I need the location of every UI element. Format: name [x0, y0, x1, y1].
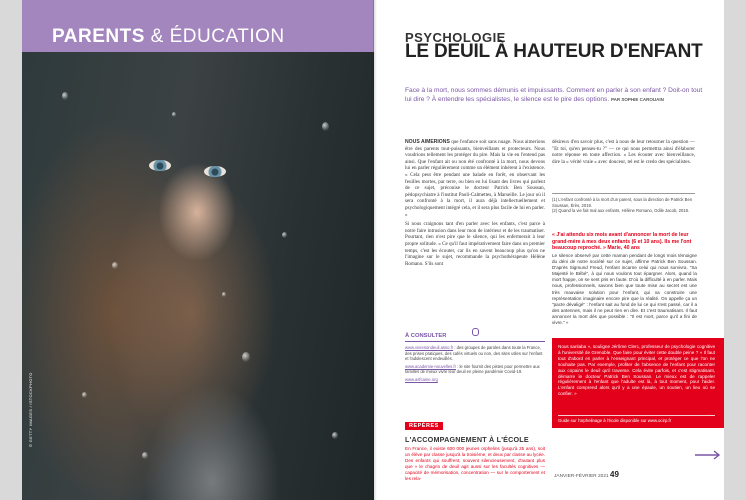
- reperes-badge: REPÈRES: [405, 422, 443, 430]
- quote-body: Le silence observé par cette maman pendant de longs mois témoigne du déni de notre société sur ce sujet, affirme Patrick Ben Soussan. D'après Sigmund Freud, l'enfant incarne celui qui nous survivra. "Sa Majesté le Bébé", à qui nous voulons tout épargner. Alors, quand la mort frappe, on se sent pris en faute. D'où la difficulté à en parler. Mais nous, professionnels, savons bien que toute mise au secret est une très mauvaise solution pour l'enfant, qui va construire une représentation imaginaire encore pire que la réalité. On appelle ça un "pacte dévaligé" : l'enfant sait au fond de lui ce qui s'est passé, car il a des antennes, mais il ne peut rien en dire. Et c'est traumatisant. Il faut annoncer la mort dès que possible : "Il est mort, parce qu'il a fini de vivre." »: [552, 253, 697, 326]
- cover-photo-girl-behind-rainy-window: [22, 52, 374, 500]
- raindrop: [332, 432, 338, 439]
- folio: [554, 470, 619, 479]
- raindrop: [62, 92, 68, 100]
- photo-credit: © GETTY IMAGES / ISTOCKPHOTO: [28, 372, 33, 447]
- red-box-text: Nous sanlaba », souligne Jérôme Clerc, professeur de psychologie cognitive à l'université de Grenoble. Que faire pour éviter cette double peine ? « Il faut tout d'abord en parler à l'enseignant principal, et protéger ce que l'on ne souhaite pas. Par exemple, profiter de l'absence de l'enfant pour raconter aux copains le deuil qu'il traverse. Cela évite parfois, et c'est stigmatisant, démarre le docteur Patrick Ben Soussan. Le mieux est de rappeler régulièrement à l'enfant que l'adulte est là, à tout moment, pour l'aider. L'enfant comprend alors qu'il y a une épaule, un soutien, un lieu où se confier. »: [558, 344, 715, 397]
- consult-item-text: : le site fournit des pistes pour permettre aux familles de mieux vivre leur deuil en pleine pandémie Covid-19.: [405, 363, 540, 375]
- paragraph-text: que l'enfance soit sans nuage. Nous aimerions être des parents tout-puissants, bienveillants et protecteurs. Nous voudrions tellement les protéger du pire. Mais la vie en l'entend pas ainsi. Que l'enfant ait ou non été confronté à la mort, nous devons lui en parler régulièrement comme un élément inhérent à l'existence. « Cela peut être pendant une balade en forêt, en observant les feuilles mortes, par terre, ou bien en lui lisant des livres qui parlent de ce sujet, préconise le docteur Patrick Ben Soussan, pédopsychiatre à l'institut Paoli-Calmettes, à Marseille. Le jour où il sera confronté à la mort, il aura déjà intellectuellement et psychologiquement intégré cela, et il sera plus facile de lui en parler. »: [405, 139, 546, 218]
- raindrop: [82, 392, 87, 398]
- raindrop: [242, 352, 250, 362]
- red-box-footer: Guide sur l'orphelinage à l'école disponible sur www.ocirp.fr: [558, 415, 715, 423]
- paragraph: [405, 139, 545, 218]
- magazine-spread: [22, 0, 724, 500]
- footnote-1: (1) L'enfant confronté à la mort d'un parent, sous la direction de Patrick Ben Soussan, Érès, 2019.: [552, 197, 693, 208]
- left-eye: [149, 160, 171, 171]
- issue-date: JANVIER-FÉVRIER 2021: [554, 474, 609, 479]
- section-title-word1: PARENTS: [52, 26, 145, 47]
- footnote-2: (2) Quand la vie fait mal aux enfants, Hélène Romano, Odile Jacob, 2018.: [552, 208, 690, 214]
- section-title-amp: &: [144, 26, 170, 47]
- reperes-box: [405, 414, 545, 482]
- consult-item: [405, 377, 545, 383]
- body-column-1: [405, 139, 545, 270]
- page-number: 49: [610, 470, 619, 479]
- lede-text: Face à la mort, nous sommes démunis et impuissants. Comment en parler à son enfant ? Doit-on tout lui dire ? À entendre les spécialistes, le silence est le pire des options.: [405, 87, 703, 103]
- link-asfcaine[interactable]: www.asfcaine.org: [405, 376, 438, 382]
- link-vivresondeuil[interactable]: www.vivresondeuil.asso.fr: [405, 345, 454, 350]
- right-page: [377, 0, 724, 500]
- reperes-title: L'ACCOMPAGNEMENT À L'ÉCOLE: [405, 435, 529, 444]
- reperes-text: En France, il existe 600 000 jeunes orphelins (jusqu'à 25 ans), soit un élève par classe jusqu'à la troisième, et deux par classe au lycée. Des enfants qui souffrent, souvent silencieusement, d'autant plus que « le chagrin de deuil agit aussi sur les facultés cognitives — capacité de mémorisation, concentration — sur le comportement et les rela-: [405, 446, 545, 481]
- raindrop: [172, 112, 176, 117]
- pull-quote: « J'ai attendu six mois avant d'annoncer la mort de leur grand-mère à mes deux enfants (6 et 10 ans). Ils me l'ont beaucoup reproché. » Marie, 40 ans: [552, 232, 692, 252]
- lead-in: NOUS AIMERIONS: [405, 139, 450, 145]
- consult-box: [405, 333, 545, 385]
- article-title: LE DEUIL À HAUTEUR D'ENFANT: [405, 41, 703, 62]
- raindrop: [222, 292, 226, 297]
- raindrop: [322, 122, 329, 131]
- consult-item-text: : des groupes de paroles dans toute la France, des prises pratiques, des cafés virtuels ou non, des sites utiles sur l'enfant et l'adolescent endeuillés.: [405, 345, 543, 362]
- body-column-2: [552, 139, 695, 168]
- next-page-arrow-icon[interactable]: [695, 450, 721, 460]
- section-title: [52, 26, 285, 48]
- paragraph: désireux d'en savoir plus, c'est à nous de leur retourner la question — "Et toi, qu'en penses-tu ?" — ce qui nous permettra ainsi d'élaborer notre réponse en toute affection. » Les écouter avec bienveillance, dire la « vérité vraie » avec douceur, tel est le credo des spécialistes.: [552, 139, 695, 165]
- link-academie[interactable]: www.academie-nouvelles.fr: [405, 363, 456, 369]
- article-lede: [405, 86, 710, 104]
- consult-heading: [405, 333, 545, 342]
- article-rubric: PSYCHOLOGIE: [405, 30, 506, 45]
- right-eye: [204, 166, 226, 177]
- raindrop: [142, 452, 148, 459]
- byline: PAR SOPHIE CAROUAIN: [611, 97, 664, 102]
- raindrop: [282, 232, 287, 238]
- consult-heading-text: À CONSULTER: [405, 333, 447, 339]
- mouse-icon: [472, 328, 479, 336]
- footnotes: [552, 193, 695, 214]
- consult-item: [405, 364, 545, 375]
- raindrop: [112, 262, 118, 269]
- red-sidebar-box: [552, 338, 724, 428]
- paragraph: Si nous craignons tant d'en parler avec les enfants, c'est parce à notre faire intrusion dans leur mon de intérieur et de les traumatiser. Pourtant, rien n'est pire que le silence, qui les enfermerait à leur propre solitude. « Ce qu'il faut impérativement faire dans un premier temps, c'est les écouter, car ils en savent beaucoup plus qu'on ne l'imagine sur le sujet, recommande la psychothérapeute Hélène Romano. S'ils sont: [405, 221, 545, 267]
- consult-item: [405, 345, 545, 362]
- section-title-word2: ÉDUCATION: [169, 26, 285, 47]
- left-page: [22, 0, 374, 500]
- section-banner: [22, 0, 374, 52]
